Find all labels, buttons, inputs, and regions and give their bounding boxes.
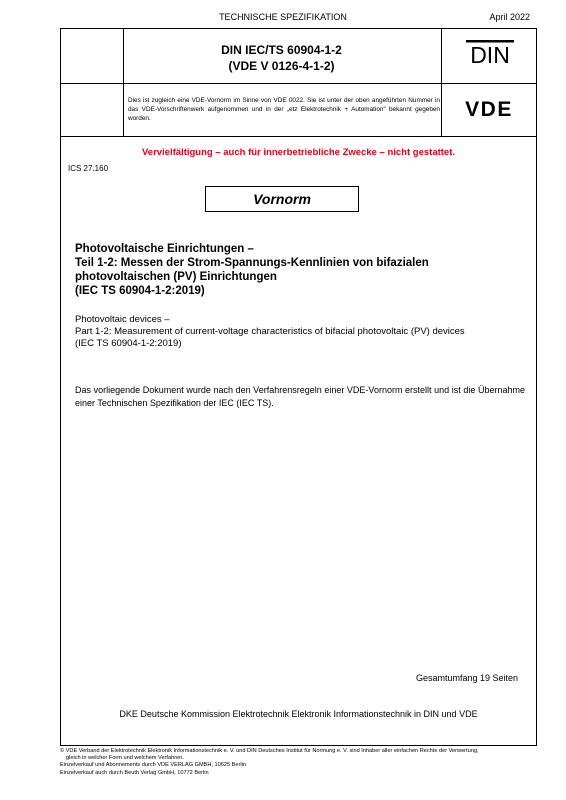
title-english-line: Photovoltaic devices – [75,314,170,325]
document-description: Das vorliegende Dokument wurde nach den Verfahrensregeln einer VDE-Vornorm erstellt und ist die Übernahme einer Technischen Spezifikation der IEC (IEC TS). [75,385,525,408]
total-pages: Gesamtumfang 19 Seiten [415,673,518,683]
document-type-label: TECHNISCHE SPEZIFIKATION [219,12,347,22]
vde-note: Dies ist zugleich eine VDE-Vornorm im Sinne von VDE 0022. Sie ist unter der oben angeführten Nummer in das VDE-Vorschriftenwerk aufgenommen und in der „etz Elektrotechnik + Automation“ bekannt gegeben worden. [128,97,440,122]
title-english-line: (IEC TS 60904-1-2:2019) [75,338,182,349]
title-english [75,314,530,350]
title-german-line: Photovoltaische Einrichtungen – [75,243,254,255]
footer-line: gleich in welcher Form und welchem Verfahren. [66,755,184,762]
footer-line: © VDE Verband der Elektrotechnik Elektronik Informationstechnik e. V. und DIN Deutsches Institut für Normung e. V. sind Inhaber aller einfachen Rechte der Verwertung, [60,748,479,754]
title-german-line: (IEC TS 60904-1-2:2019) [75,285,205,297]
title-german-line: Teil 1-2: Messen der Strom-Spannungs-Kennlinien von bifazialen [75,257,429,269]
ics-code: ICS 27.160 [68,164,109,173]
din-logo-text: DIN [470,42,510,68]
vde-logo-text: VDE [465,98,513,120]
standard-number: DIN IEC/TS 60904-1-2 [221,43,342,57]
vde-number: (VDE V 0126-4-1-2) [228,59,335,73]
title-german-line: photovoltaischen (PV) Einrichtungen [75,271,277,283]
copy-warning: Vervielfältigung – auch für innerbetriebliche Zwecke – nicht gestattet. [141,147,456,158]
frame-divider [60,136,537,137]
din-logo [466,40,514,68]
vornorm-badge: Vornorm [205,186,359,212]
title-german [75,242,525,298]
frame-divider [60,83,537,84]
publication-date: April 2022 [489,12,530,22]
copyright-footer [60,748,540,777]
frame-divider [441,28,442,136]
footer-line: Einzelverkauf auch durch Beuth Verlag GmbH, 10772 Berlin [60,769,209,776]
title-english-line: Part 1-2: Measurement of current-voltage characteristics of bifacial photovoltaic (PV) devices [75,326,465,337]
vde-logo [452,96,526,120]
standard-number-block [124,42,439,74]
dke-line: DKE Deutsche Kommission Elektrotechnik Elektronik Informationstechnik in DIN und VDE [119,709,478,719]
footer-line: Einzelverkauf und Abonnements durch VDE VERLAG GMBH, 10625 Berlin [60,762,246,769]
